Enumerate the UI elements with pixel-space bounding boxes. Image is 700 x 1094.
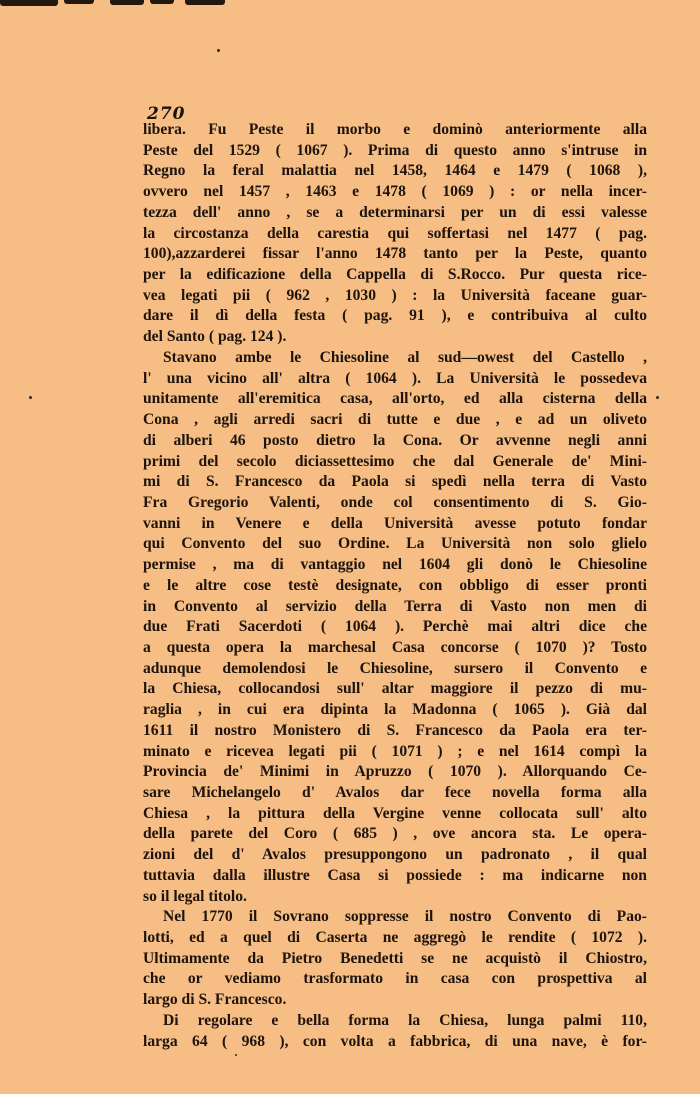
text-line: ovvero nel 1457 , 1463 e 1478 ( 1069 ) : or nella incer- xyxy=(143,183,647,201)
paragraph-2 xyxy=(143,348,647,907)
ink-speck xyxy=(235,1054,237,1056)
text-line: in Convento al servizio della Terra di Vasto non men di xyxy=(143,597,647,615)
text-line: Ultimamente da Pietro Benedetti se ne acquistò il Chiostro, xyxy=(143,949,647,967)
text-line: primi del secolo diciassettesimo che dal Generale de' Mini- xyxy=(143,452,647,470)
text-line: minato e ricevea legati pii ( 1071 ) ; e nel 1614 compì la xyxy=(143,742,647,760)
text-line: tuttavia dalla illustre Casa si possiede : ma indicarne non xyxy=(143,866,647,884)
text-line: Provincia de' Minimi in Apruzzo ( 1070 ). Allorquando Ce- xyxy=(143,763,647,781)
text-line: mi di S. Francesco da Paola si spedì nella terra di Vasto xyxy=(143,473,647,491)
text-line: due Frati Sacerdoti ( 1064 ). Perchè mai altri dice che xyxy=(143,618,647,636)
text-line: qui Convento del suo Ordine. La Università non solo glielo xyxy=(143,535,647,553)
text-line: la circostanza della carestia qui soffertasi nel 1477 ( pag. xyxy=(143,224,647,242)
text-line: della parete del Coro ( 685 ) , ove ancora sta. Le opera- xyxy=(143,825,647,843)
text-line: larga 64 ( 968 ), con volta a fabbrica, di una nave, è for- xyxy=(143,1032,647,1050)
text-line: la Chiesa, collocandosi sull' altar maggiore il pezzo di mu- xyxy=(143,680,647,698)
text-line: e le altre cose testè designate, con obbligo di esser pronti xyxy=(143,576,647,594)
page-number: 270 xyxy=(147,104,186,124)
text-line: a questa opera la marchesal Casa concorse ( 1070 )? Tosto xyxy=(143,638,647,656)
text-line: raglia , in cui era dipinta la Madonna ( 1065 ). Già dal xyxy=(143,701,647,719)
text-line: libera. Fu Peste il morbo e dominò anteriormente alla xyxy=(143,121,647,138)
ink-speck xyxy=(217,49,220,52)
text-line: del Santo ( pag. 124 ). xyxy=(143,328,287,346)
text-line: lotti, ed a quel di Caserta ne aggregò le rendite ( 1072 ). xyxy=(143,929,647,947)
text-line: permise , ma di vantaggio nel 1604 gli donò le Chiesoline xyxy=(143,556,647,574)
text-line: Di regolare e bella forma la Chiesa, lunga palmi 110, xyxy=(163,1011,647,1029)
ink-speck xyxy=(29,396,32,399)
text-line: Cona , agli arredi sacri di tutte e due , e ad un oliveto xyxy=(143,411,647,429)
text-line: vea legati pii ( 962 , 1030 ) : la Università faceane guar- xyxy=(143,286,647,304)
text-line: Peste del 1529 ( 1067 ). Prima di questo anno s'intruse in xyxy=(143,141,647,159)
text-line: Regno la feral malattia nel 1458, 1464 e 1479 ( 1068 ), xyxy=(143,162,647,180)
text-line: di alberi 46 posto dietro la Cona. Or avvenne negli anni xyxy=(143,431,647,449)
text-line: unitamente all'eremitica casa, all'orto, ed alla cisterna della xyxy=(143,390,647,408)
text-line: adunque demolendosi le Chiesoline, sursero il Convento e xyxy=(143,659,647,677)
paragraph-4 xyxy=(143,1011,647,1052)
text-line: dare il dì della festa ( pag. 91 ), e contribuiva al culto xyxy=(143,307,647,325)
text-line: Stavano ambe le Chiesoline al sud—owest del Castello , xyxy=(163,348,647,366)
ink-speck xyxy=(656,396,659,399)
text-line: Chiesa , la pittura della Vergine venne collocata sull' alto xyxy=(143,804,647,822)
text-line: Nel 1770 il Sovrano soppresse il nostro Convento di Pao- xyxy=(163,908,647,926)
text-line: vanni in Venere e della Università avesse potuto fondar xyxy=(143,514,647,532)
text-line: 1611 il nostro Monistero di S. Francesco da Paola era ter- xyxy=(143,721,647,739)
text-line: Fra Gregorio Valenti, onde col consentimento di S. Gio- xyxy=(143,493,647,511)
paragraph-3 xyxy=(143,907,647,1011)
page-body xyxy=(143,120,647,1052)
text-line: 100),azzarderei fissar l'anno 1478 tanto per la Peste, quanto xyxy=(143,245,647,263)
text-line: largo di S. Francesco. xyxy=(143,991,287,1009)
top-edge-smudge xyxy=(0,0,250,10)
text-line: zioni del d' Avalos presuppongono un padronato , il qual xyxy=(143,846,647,864)
text-line: l' una vicino all' altra ( 1064 ). La Università le possedeva xyxy=(143,369,647,387)
text-line: sare Michelangelo d' Avalos dar fece novella forma alla xyxy=(143,784,647,801)
text-line: so il legal titolo. xyxy=(143,887,247,905)
paragraph-1 xyxy=(143,120,647,348)
text-line: tezza dell' anno , se a determinarsi per un di essi valesse xyxy=(143,203,647,221)
text-line: che or vediamo trasformato in casa con prospettiva al xyxy=(143,970,647,988)
text-line: per la edificazione della Cappella di S.Rocco. Pur questa rice- xyxy=(143,266,647,284)
